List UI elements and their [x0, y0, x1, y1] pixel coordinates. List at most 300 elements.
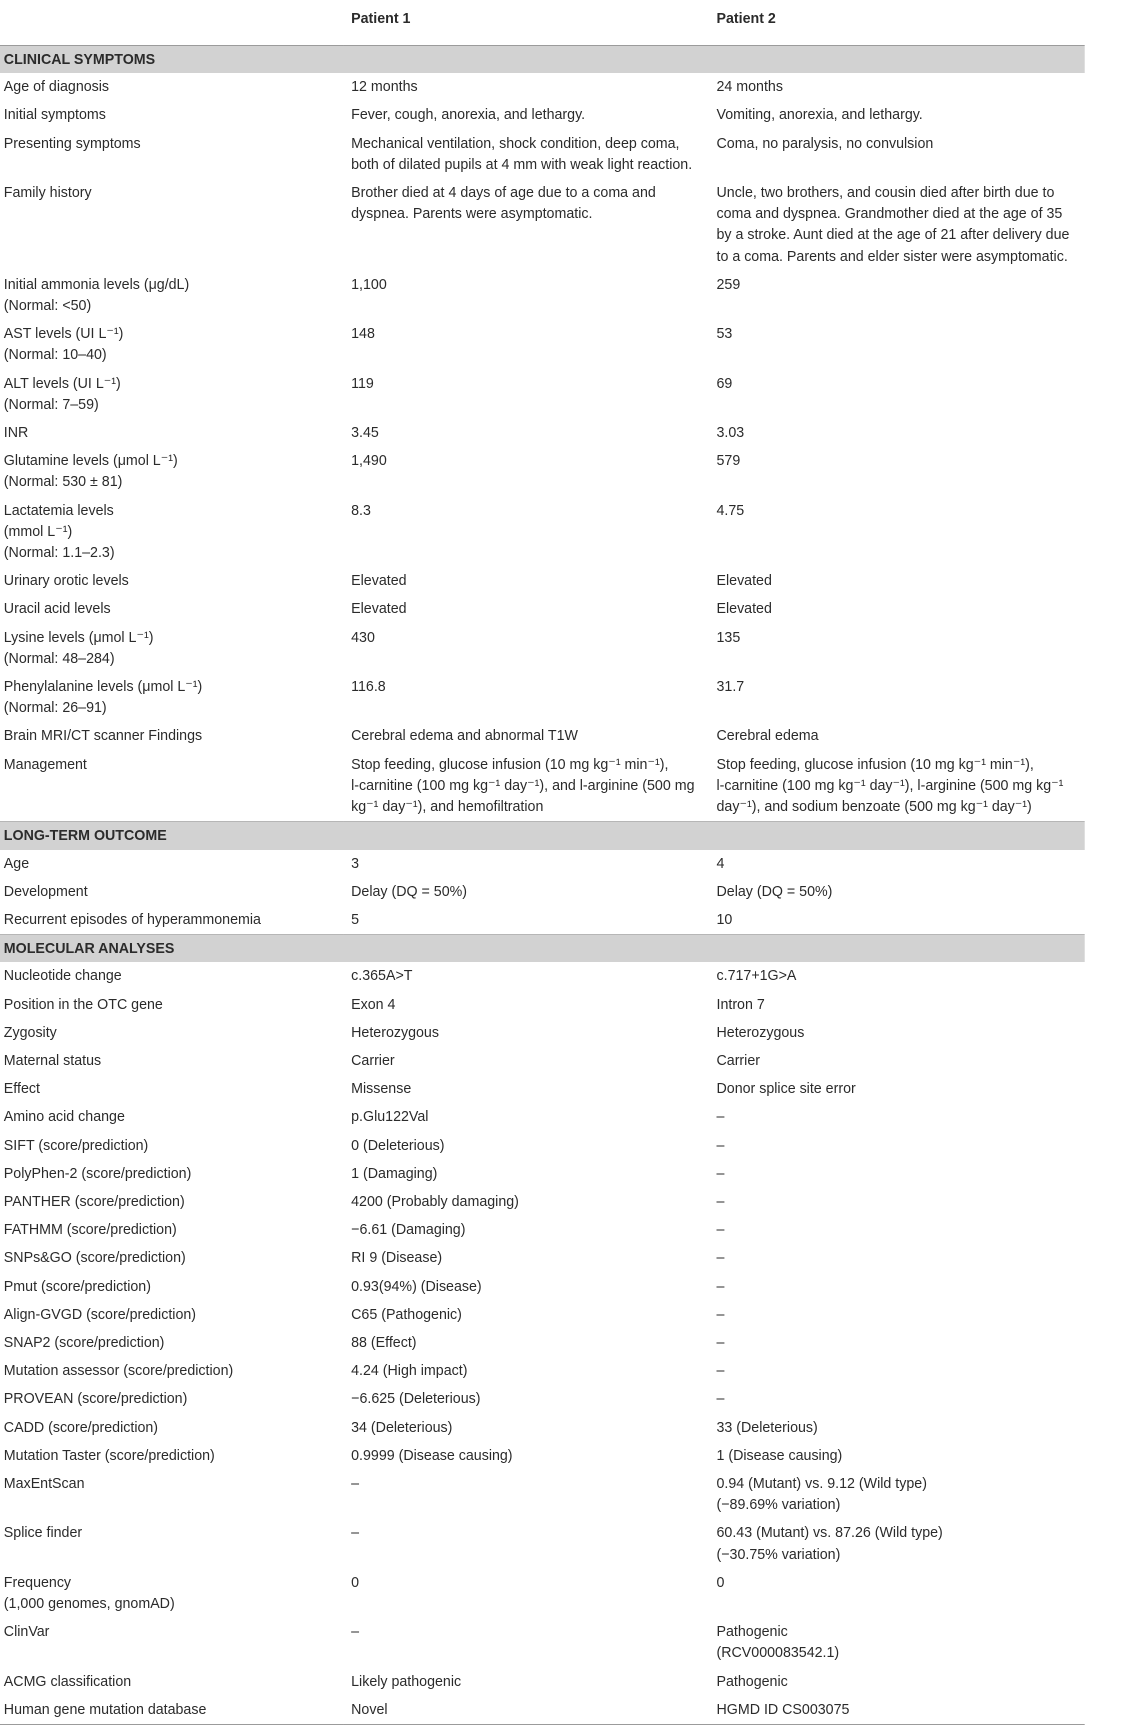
patient-2-value-cell: [716, 1696, 1084, 1725]
table-row: [0, 1047, 1085, 1075]
patient-2-value-cell: [716, 878, 1084, 906]
patient-2-value: 4.75: [716, 501, 745, 519]
patient-1-value-cell: [344, 1047, 717, 1075]
section-header-row: [0, 822, 1085, 850]
table-row: [0, 850, 1085, 878]
row-label-cell: [0, 1244, 344, 1272]
table-row: [0, 1188, 1085, 1216]
patient-1-value-cell: [344, 130, 717, 179]
patient-1-value: Elevated: [351, 600, 407, 618]
patient-1-value: 5: [351, 910, 360, 928]
patient-2-value: –: [716, 1305, 725, 1323]
patient-1-value: 116.8: [351, 678, 386, 696]
row-label: (mmol L⁻¹): [3, 522, 73, 540]
patient-2-value-cell: [716, 1519, 1084, 1568]
section-header-row: [0, 46, 1085, 74]
patient-1-value: 4.24 (High impact): [351, 1362, 468, 1380]
table-row: [0, 1216, 1085, 1244]
row-label-cell: [0, 722, 344, 750]
row-label-cell: [0, 419, 344, 447]
patient-1-value: Delay (DQ = 50%): [351, 882, 468, 900]
patient-2-value: coma and dyspnea. Grandmother died at the age of 35: [716, 205, 1063, 223]
row-label: Mutation Taster (score/prediction): [3, 1446, 215, 1464]
patient-1-value-cell: [344, 1301, 717, 1329]
patient-1-value: –: [351, 1524, 360, 1542]
table-row: [0, 962, 1085, 990]
patient-2-value: 10: [716, 910, 733, 928]
table-row: [0, 130, 1085, 179]
row-label-cell: [0, 751, 344, 822]
patient-2-value-cell: [716, 1188, 1084, 1216]
table-row: [0, 722, 1085, 750]
patient-2-value-cell: [716, 962, 1084, 990]
table-body: [0, 46, 1085, 1725]
patient-1-value-cell: [344, 1216, 717, 1244]
table-row: [0, 73, 1085, 101]
table-row: [0, 1103, 1085, 1131]
row-label: Lactatemia levels: [3, 501, 114, 519]
patient-1-value: Missense: [351, 1080, 412, 1098]
patient-1-value-cell: [344, 1019, 717, 1047]
patient-2-value-cell: [716, 447, 1084, 496]
header-empty: [0, 0, 344, 46]
patient-2-value: 259: [716, 275, 741, 293]
row-label: Nucleotide change: [3, 967, 122, 985]
table-row: [0, 1470, 1085, 1519]
row-label: (Normal: 530 ± 81): [3, 473, 123, 491]
table-row: [0, 497, 1085, 568]
row-label: Splice finder: [3, 1524, 83, 1542]
row-label: Age of diagnosis: [3, 78, 110, 96]
row-label: (1,000 genomes, gnomAD): [3, 1594, 175, 1612]
row-label: Pmut (score/prediction): [3, 1277, 151, 1295]
row-label-cell: [0, 1301, 344, 1329]
row-label: Brain MRI/CT scanner Findings: [3, 727, 203, 745]
section-label: MOLECULAR ANALYSES: [0, 935, 1085, 963]
patient-1-value: 88 (Effect): [351, 1333, 417, 1351]
patient-2-value: Heterozygous: [716, 1023, 805, 1041]
row-label: Mutation assessor (score/prediction): [3, 1362, 234, 1380]
patient-1-value: Stop feeding, glucose infusion (10 mg kg⁻¹ min⁻¹),: [351, 755, 669, 773]
patient-1-value-cell: [344, 850, 717, 878]
patient-2-value: Coma, no paralysis, no convulsion: [716, 134, 934, 152]
patient-2-value-cell: [716, 1470, 1084, 1519]
patient-1-value: 119: [351, 374, 374, 392]
row-label-cell: [0, 1618, 344, 1667]
patient-1-value-cell: [344, 101, 717, 129]
patient-2-value-cell: [716, 1301, 1084, 1329]
row-label-cell: [0, 673, 344, 722]
row-label: Initial symptoms: [3, 106, 106, 124]
row-label-cell: [0, 497, 344, 568]
row-label: Management: [3, 755, 87, 773]
row-label-cell: [0, 370, 344, 419]
patient-1-value: 0.9999 (Disease causing): [351, 1446, 513, 1464]
section-header-row: [0, 935, 1085, 963]
row-label-cell: [0, 101, 344, 129]
patient-2-value: –: [716, 1333, 725, 1351]
table-row: [0, 1696, 1085, 1725]
row-label-cell: [0, 1329, 344, 1357]
row-label-cell: [0, 1019, 344, 1047]
patient-1-value: 430: [351, 628, 375, 646]
patient-1-value-cell: [344, 1103, 717, 1131]
row-label-cell: [0, 1075, 344, 1103]
patient-2-value-cell: [716, 1103, 1084, 1131]
patient-2-value: Cerebral edema: [716, 727, 819, 745]
patient-1-value-cell: [344, 906, 717, 935]
patient-1-value: 8.3: [351, 501, 371, 519]
row-label: PANTHER (score/prediction): [3, 1192, 185, 1210]
patient-1-value-cell: [344, 1075, 717, 1103]
row-label: (Normal: <50): [3, 297, 92, 315]
row-label-cell: [0, 1357, 344, 1385]
table-row: [0, 1569, 1085, 1618]
table-row: [0, 1329, 1085, 1357]
patient-2-value: 579: [716, 452, 741, 470]
row-label: (Normal: 7–59): [3, 395, 99, 413]
row-label-cell: [0, 906, 344, 935]
row-label: Family history: [3, 184, 92, 202]
row-label-cell: [0, 447, 344, 496]
patient-1-value: Novel: [351, 1700, 388, 1718]
patient-2-value: 69: [716, 374, 733, 392]
patient-2-value: 31.7: [716, 678, 745, 696]
patient-1-value-cell: [344, 1273, 717, 1301]
patient-1-value-cell: [344, 1188, 717, 1216]
row-label: ALT levels (UI L⁻¹): [3, 374, 121, 392]
patient-1-value-cell: [344, 1357, 717, 1385]
patient-1-value-cell: [344, 370, 717, 419]
patient-1-value-cell: [344, 320, 717, 369]
patient-2-value-cell: [716, 722, 1084, 750]
patient-2-value: –: [716, 1108, 725, 1126]
patient-2-value-cell: [716, 419, 1084, 447]
patient-2-value: l-carnitine (100 mg kg⁻¹ day⁻¹), l-arginine (500 mg kg⁻¹: [716, 776, 1064, 794]
patient-2-value-cell: [716, 673, 1084, 722]
row-label-cell: [0, 1470, 344, 1519]
row-label-cell: [0, 1519, 344, 1568]
patient-2-value-cell: [716, 73, 1084, 101]
patient-2-value: 3.03: [716, 424, 745, 442]
row-label-cell: [0, 1442, 344, 1470]
patient-2-value-cell: [716, 850, 1084, 878]
row-label: (Normal: 10–40): [3, 346, 107, 364]
patient-1-value-cell: [344, 624, 717, 673]
row-label: PROVEAN (score/prediction): [3, 1390, 188, 1408]
section-label: LONG-TERM OUTCOME: [0, 822, 1085, 850]
patient-2-value: Pathogenic: [716, 1623, 788, 1641]
patient-1-value: RI 9 (Disease): [351, 1249, 443, 1267]
patient-1-value: Brother died at 4 days of age due to a coma and: [351, 184, 656, 202]
row-label: AST levels (UI L⁻¹): [3, 325, 124, 343]
patient-1-value-cell: [344, 1442, 717, 1470]
table-row: [0, 370, 1085, 419]
table-row: [0, 1244, 1085, 1272]
table-row: [0, 595, 1085, 623]
row-label: Position in the OTC gene: [3, 995, 163, 1013]
patient-2-value-cell: [716, 271, 1084, 320]
table-row: [0, 1019, 1085, 1047]
row-label-cell: [0, 1414, 344, 1442]
row-label-cell: [0, 73, 344, 101]
patient-2-value-cell: [716, 1442, 1084, 1470]
patient-2-value: Stop feeding, glucose infusion (10 mg kg⁻¹ min⁻¹),: [716, 755, 1034, 773]
patient-1-value: Likely pathogenic: [351, 1672, 462, 1690]
row-label: Initial ammonia levels (μg/dL): [3, 275, 190, 293]
patient-2-value: –: [716, 1136, 725, 1154]
patient-1-value-cell: [344, 1414, 717, 1442]
patient-2-value: Intron 7: [716, 995, 765, 1013]
row-label: Effect: [3, 1080, 40, 1098]
patient-1-value: 3: [351, 854, 360, 872]
patient-1-value-cell: [344, 1618, 717, 1667]
patient-2-value-cell: [716, 1385, 1084, 1413]
row-label-cell: [0, 130, 344, 179]
patient-2-value: Elevated: [716, 572, 772, 590]
patient-1-value-cell: [344, 1668, 717, 1696]
patient-1-value-cell: [344, 419, 717, 447]
patient-2-value-cell: [716, 1132, 1084, 1160]
patient-1-value-cell: [344, 447, 717, 496]
patient-2-value: 0.94 (Mutant) vs. 9.12 (Wild type): [716, 1474, 927, 1492]
patient-2-value-cell: [716, 1019, 1084, 1047]
patient-1-value-cell: [344, 1385, 717, 1413]
row-label-cell: [0, 567, 344, 595]
patient-2-value: Uncle, two brothers, and cousin died after birth due to: [716, 184, 1055, 202]
row-label-cell: [0, 1385, 344, 1413]
patient-2-value: Carrier: [716, 1051, 761, 1069]
patient-2-value-cell: [716, 101, 1084, 129]
patient-1-value-cell: [344, 673, 717, 722]
row-label-cell: [0, 595, 344, 623]
patient-2-value: (−89.69% variation): [716, 1496, 841, 1514]
table-row: [0, 991, 1085, 1019]
patient-2-value-cell: [716, 1160, 1084, 1188]
section-label: CLINICAL SYMPTOMS: [0, 46, 1085, 74]
row-label: Development: [3, 882, 88, 900]
patient-1-value-cell: [344, 73, 717, 101]
patient-2-value: Vomiting, anorexia, and lethargy.: [716, 106, 923, 124]
patient-1-value: l-carnitine (100 mg kg⁻¹ day⁻¹), and l-arginine (500 mg: [351, 776, 695, 794]
row-label: Lysine levels (μmol L⁻¹): [3, 628, 154, 646]
table-row: [0, 447, 1085, 496]
row-label: Frequency: [3, 1573, 72, 1591]
patient-1-value: 148: [351, 325, 375, 343]
patient-2-value: HGMD ID CS003075: [716, 1700, 850, 1718]
row-label-cell: [0, 1160, 344, 1188]
patient-1-value: Exon 4: [351, 995, 396, 1013]
patient-1-value-cell: [344, 179, 717, 271]
patient-1-value: Cerebral edema and abnormal T1W: [351, 727, 578, 745]
patient-1-value: 4200 (Probably damaging): [351, 1192, 519, 1210]
row-label: SNAP2 (score/prediction): [3, 1333, 165, 1351]
row-label-cell: [0, 179, 344, 271]
row-label: MaxEntScan: [3, 1474, 85, 1492]
patient-1-value-cell: [344, 1519, 717, 1568]
patient-2-value-cell: [716, 906, 1084, 935]
patient-1-value-cell: [344, 991, 717, 1019]
patient-2-value: 33 (Deleterious): [716, 1418, 818, 1436]
row-label: ACMG classification: [3, 1672, 132, 1690]
patient-2-value: day⁻¹), and sodium benzoate (500 mg kg⁻¹ day⁻¹): [716, 798, 1032, 816]
row-label: Human gene mutation database: [3, 1700, 207, 1718]
patient-2-value: 4: [716, 854, 725, 872]
table-row: [0, 1160, 1085, 1188]
patient-1-value: 1,100: [351, 275, 387, 293]
row-label: (Normal: 48–284): [3, 649, 115, 667]
table-row: [0, 419, 1085, 447]
patient-2-value-cell: [716, 497, 1084, 568]
table-row: [0, 179, 1085, 271]
patient-1-value: dyspnea. Parents were asymptomatic.: [351, 205, 593, 223]
row-label-cell: [0, 624, 344, 673]
row-label: (Normal: 1.1–2.3): [3, 544, 115, 562]
patient-1-value: 0.93(94%) (Disease): [351, 1277, 482, 1295]
patient-1-value-cell: [344, 751, 717, 822]
table-row: [0, 1668, 1085, 1696]
row-label-cell: [0, 1047, 344, 1075]
table-row: [0, 906, 1085, 935]
patient-1-value: 1,490: [351, 452, 387, 470]
table-row: [0, 1385, 1085, 1413]
patient-1-value: 1 (Damaging): [351, 1164, 438, 1182]
row-label: FATHMM (score/prediction): [3, 1221, 177, 1239]
patient-2-value-cell: [716, 1569, 1084, 1618]
table-row: [0, 1301, 1085, 1329]
row-label-cell: [0, 1696, 344, 1725]
patient-1-value-cell: [344, 271, 717, 320]
patient-2-value: 24 months: [716, 78, 783, 96]
patient-1-value: c.365A>T: [351, 967, 413, 985]
patient-2-value-cell: [716, 320, 1084, 369]
row-label: INR: [3, 424, 29, 442]
patient-1-value: Carrier: [351, 1051, 395, 1069]
patient-1-value-cell: [344, 567, 717, 595]
patient-2-value: –: [716, 1277, 725, 1295]
row-label-cell: [0, 1132, 344, 1160]
row-label-cell: [0, 850, 344, 878]
patient-1-value: −6.61 (Damaging): [351, 1221, 466, 1239]
patient-1-value: Elevated: [351, 572, 407, 590]
header-patient-2: Patient 2: [716, 0, 1084, 46]
row-label-cell: [0, 962, 344, 990]
patient-1-value: 34 (Deleterious): [351, 1418, 453, 1436]
patient-1-value-cell: [344, 1329, 717, 1357]
patient-2-value: 1 (Disease causing): [716, 1446, 843, 1464]
row-label-cell: [0, 1273, 344, 1301]
patient-1-value-cell: [344, 497, 717, 568]
patient-2-value-cell: [716, 179, 1084, 271]
header-patient-1: Patient 1: [344, 0, 717, 46]
table-row: [0, 1618, 1085, 1667]
row-label: (Normal: 26–91): [3, 699, 107, 717]
patient-2-value-cell: [716, 595, 1084, 623]
table-row: [0, 1357, 1085, 1385]
patient-2-value-cell: [716, 1357, 1084, 1385]
table-row: [0, 320, 1085, 369]
patient-1-value-cell: [344, 1244, 717, 1272]
patient-2-value-cell: [716, 1244, 1084, 1272]
header-row: [0, 0, 1085, 46]
patient-2-value: –: [716, 1362, 725, 1380]
patient-2-value: Donor splice site error: [716, 1080, 856, 1098]
row-label: PolyPhen-2 (score/prediction): [3, 1164, 192, 1182]
patient-2-value-cell: [716, 1273, 1084, 1301]
table-header: [0, 0, 1085, 46]
row-label-cell: [0, 991, 344, 1019]
patient-2-value-cell: [716, 370, 1084, 419]
patient-1-value: 12 months: [351, 78, 418, 96]
patient-1-value: 0 (Deleterious): [351, 1136, 445, 1154]
row-label: Recurrent episodes of hyperammonemia: [3, 910, 261, 928]
table-row: [0, 1075, 1085, 1103]
row-label: Glutamine levels (μmol L⁻¹): [3, 452, 178, 470]
patient-2-value: Delay (DQ = 50%): [716, 882, 833, 900]
patient-1-value-cell: [344, 1132, 717, 1160]
row-label: Presenting symptoms: [3, 134, 141, 152]
row-label: Urinary orotic levels: [3, 572, 129, 590]
patient-2-value: c.717+1G>A: [716, 967, 797, 985]
row-label-cell: [0, 1103, 344, 1131]
patient-2-value: (RCV000083542.1): [716, 1644, 840, 1662]
patient-2-value: –: [716, 1192, 725, 1210]
table-row: [0, 673, 1085, 722]
patient-2-value-cell: [716, 1618, 1084, 1667]
table-row: [0, 567, 1085, 595]
patient-1-value: Mechanical ventilation, shock condition, deep coma,: [351, 134, 680, 152]
row-label-cell: [0, 320, 344, 369]
patient-2-value-cell: [716, 1414, 1084, 1442]
patient-2-value: –: [716, 1249, 725, 1267]
patient-2-value-cell: [716, 751, 1084, 822]
patient-1-value-cell: [344, 878, 717, 906]
patient-1-value-cell: [344, 722, 717, 750]
row-label-cell: [0, 1569, 344, 1618]
table-row: [0, 624, 1085, 673]
table-row: [0, 271, 1085, 320]
row-label-cell: [0, 1216, 344, 1244]
patient-2-value-cell: [716, 1329, 1084, 1357]
table-row: [0, 751, 1085, 822]
table-row: [0, 878, 1085, 906]
patient-2-value-cell: [716, 1668, 1084, 1696]
patient-2-value-cell: [716, 1047, 1084, 1075]
patient-2-value: by a stroke. Aunt died at the age of 21 after delivery due: [716, 226, 1070, 244]
patient-1-value-cell: [344, 1160, 717, 1188]
patient-1-value-cell: [344, 1569, 717, 1618]
patient-2-value: 60.43 (Mutant) vs. 87.26 (Wild type): [716, 1524, 943, 1542]
patient-2-value: 135: [716, 628, 741, 646]
patient-2-value-cell: [716, 130, 1084, 179]
row-label-cell: [0, 1188, 344, 1216]
patient-1-value: Heterozygous: [351, 1023, 439, 1041]
patient-1-value: both of dilated pupils at 4 mm with weak light reaction.: [351, 155, 693, 173]
patient-1-value-cell: [344, 962, 717, 990]
patient-1-value: Fever, cough, anorexia, and lethargy.: [351, 106, 586, 124]
row-label: Phenylalanine levels (μmol L⁻¹): [3, 678, 203, 696]
row-label: Zygosity: [3, 1023, 57, 1041]
patient-2-value: to a coma. Parents and elder sister were asymptomatic.: [716, 247, 1068, 265]
patient-2-value-cell: [716, 1075, 1084, 1103]
row-label-cell: [0, 271, 344, 320]
patient-1-value-cell: [344, 1696, 717, 1725]
row-label: Align-GVGD (score/prediction): [3, 1305, 197, 1323]
patient-2-value: Elevated: [716, 600, 772, 618]
row-label: Maternal status: [3, 1051, 102, 1069]
patient-2-value: 0: [716, 1573, 725, 1591]
table-row: [0, 1442, 1085, 1470]
